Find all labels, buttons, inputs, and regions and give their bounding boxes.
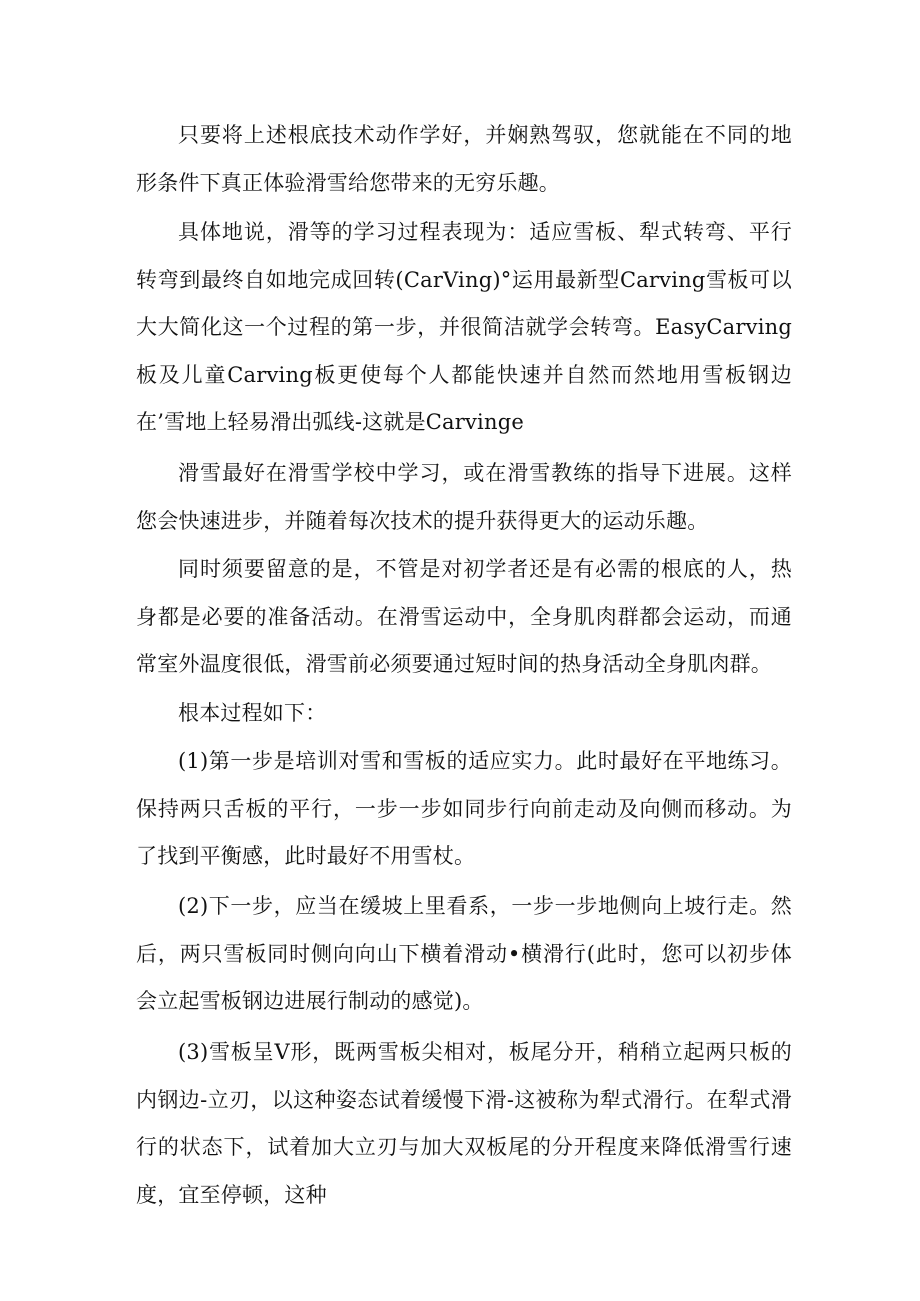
paragraph-step-1: (1)第一步是培训对雪和雪板的适应实力。此时最好在平地练习。保持两只舌板的平行，一步一步如同步行向前走动及向侧而移动。为了找到平衡感，此时最好不用雪杖。 <box>136 749 792 868</box>
paragraph-step-3: (3)雪板呈V形，既两雪板尖相对，板尾分开，稍稍立起两只板的内钢边-立刃，以这种姿态试着缓慢下滑-这被称为犁式滑行。在犁式滑行的状态下，试着加大立刃与加大双板尾的分开程度来降低滑雪行速度，宜至停顿，这种 <box>136 1040 792 1207</box>
paragraph-warm-up: 同时须要留意的是，不管是对初学者还是有必需的根底的人，热身都是必要的准备活动。在滑雪运动中，全身肌肉群都会运动，而通常室外温度很低，滑雪前必须要通过短时间的热身活动全身肌肉群。 <box>136 557 792 676</box>
paragraph-intro: 只要将上述根底技术动作学好，并娴熟驾驭，您就能在不同的地形条件下真正体验滑雪给您带来的无穷乐趣。 <box>136 123 792 195</box>
paragraph-basic-process-heading: 根本过程如下： <box>178 701 327 725</box>
paragraph-step-2: (2)下一步，应当在缓坡上里看系，一步一步地侧向上坡行走。然后，两只雪板同时侧向向山下横着滑动•横滑行(此时，您可以初步体会立起雪板钢边进展行制动的感觉)。 <box>136 894 792 1013</box>
paragraph-ski-school: 滑雪最好在滑雪学校中学习，或在滑雪教练的指导下进展。这样您会快速进步，并随着每次技术的提升获得更大的运动乐趣。 <box>136 461 792 533</box>
paragraph-learning-process: 具体地说，滑等的学习过程表现为：适应雪板、犁式转弯、平行转弯到最终自如地完成回转(CarVing)°运用最新型Carving雪板可以大大简化这一个过程的第一步，并很简洁就学会转弯。EasyCarving板及儿童Carving板更使每个人都能快速并自然而然地用雪板钢边在’雪地上轻易滑出弧线-这就是Carvinge <box>136 220 792 434</box>
